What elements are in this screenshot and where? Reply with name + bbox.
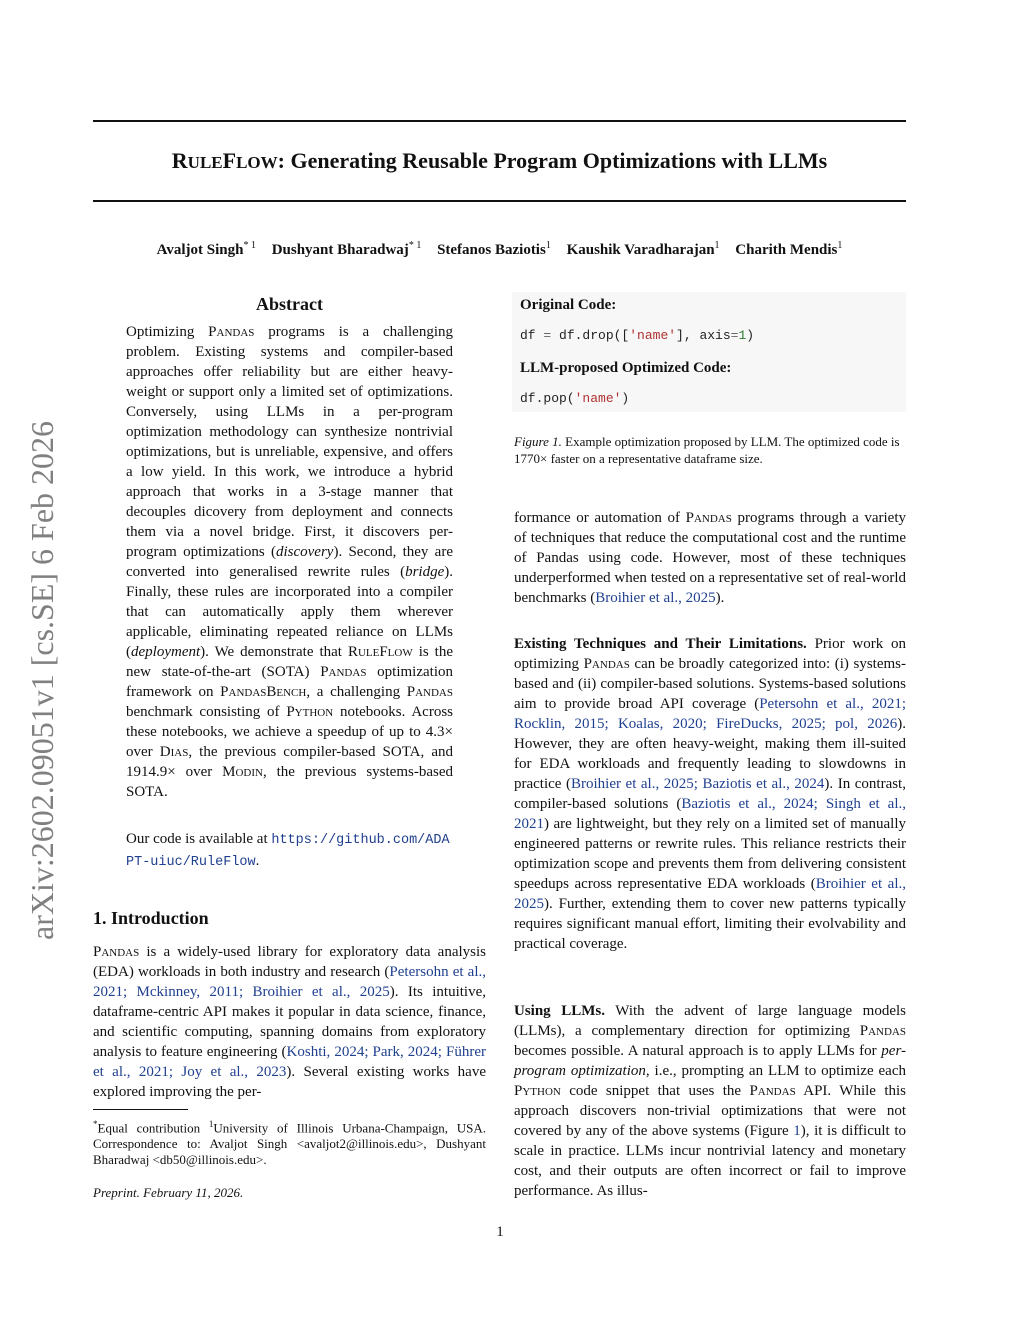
author: Charith Mendis$^1$ <box>735 240 843 258</box>
title-rule-bottom <box>93 200 906 202</box>
title-ruleflow-low: LOW <box>236 153 278 172</box>
original-code-snippet: df = df.drop(['name'], axis=1) <box>520 328 755 343</box>
paragraph-existing-techniques: Existing Techniques and Their Limitations. Prior work on optimizing Pandas can be broadly categorized into: (i) systems-based and (ii) compiler-based solutions. Systems-based solutions aim to provide broad API coverage (Petersohn et al., 2021; Rocklin, 2015; Koalas, 2020; FireDucks, 2025; pol, 2026). However, they are often heavy-weight, making them ill-suited for EDA workloads and frequently leading to slowdowns in practice (Broihier et al., 2025; Baziotis et al., 2024). In contrast, compiler-based solutions (Baziotis et al., 2024; Singh et al., 2021) are lightweight, but they rely on a limited set of manually engineered patterns or rewrite rules. This reliance restricts their optimization scope and prevents them from delivering consistent speedups across representative EDA workloads (Broihier et al., 2025). Further, extending them to cover new patterns typically requires significant manual effort, limiting their evolvability and practical coverage. <box>514 636 907 952</box>
repository-link[interactable]: https://github.com/ADAPT-uiuc/RuleFlow <box>126 833 450 870</box>
citation-link[interactable]: Koshti, 2024; Park, 2024; Führer et al., 2021; Joy et al., 2023 <box>93 1044 486 1080</box>
title-ruleflow-ule: ULE <box>187 153 223 172</box>
paper-title <box>93 146 906 178</box>
citation-link[interactable]: Petersohn et al., 2021; Mckinney, 2011; Broihier et al., 2025 <box>93 964 486 1000</box>
arxiv-identifier-stamp: arXiv:2602.09051v1 [cs.SE] 6 Feb 2026 <box>24 420 60 940</box>
author: Kaushik Varadharajan$^1$ <box>566 240 720 258</box>
pandasbench-name: PandasBench <box>220 684 307 700</box>
title-ruleflow-r: R <box>171 148 188 173</box>
author: Stefanos Baziotis$^1$ <box>437 240 551 258</box>
optimized-code-label: LLM-proposed Optimized Code: <box>520 360 732 376</box>
paragraph-heading: Existing Techniques and Their Limitations. <box>514 636 807 652</box>
preprint-date: Preprint. February 11, 2026. <box>93 1185 244 1200</box>
author: Dushyant Bharadwaj$^{* 1}$ <box>271 240 422 258</box>
figure-1-code-box <box>512 292 906 412</box>
citation-link[interactable]: Petersohn et al., 2021; Rocklin, 2015; Koalas, 2020; FireDucks, 2025; pol, 2026 <box>514 696 906 732</box>
code-availability: Our code is available at https://github.com/ADAPT-uiuc/RuleFlow. <box>126 831 450 870</box>
citation-link[interactable]: Broihier et al., 2025 <box>514 876 906 912</box>
paragraph-heading: Using LLMs. <box>514 1003 605 1019</box>
figure-reference-link[interactable]: 1 <box>793 1123 801 1139</box>
page-number: 1 <box>496 1224 504 1240</box>
author: Avaljot Singh$^{* 1}$ <box>156 240 256 258</box>
ruleflow-name: RuleFlow <box>347 644 413 660</box>
optimized-code-snippet: df.pop('name') <box>520 391 630 406</box>
footnote-rule <box>93 1109 188 1110</box>
modin-name: Modin <box>222 764 263 780</box>
pandas-name: Pandas <box>208 324 255 340</box>
abstract-heading: Abstract <box>256 294 323 314</box>
footnote: *Equal contribution $^1$University of Illinois Urbana-Champaign, USA. Correspondence to: Avaljot Singh <avaljot2@illinois.edu>, Dushyant Bharadwaj <db50@illinois.edu>. <box>93 1119 486 1168</box>
citation-link[interactable]: Baziotis et al., 2024; Singh et al., 2021 <box>514 796 906 832</box>
figure-1-caption: Figure 1. Example optimization proposed by LLM. The optimized code is 1770× faster on a representative dataframe size. <box>514 434 900 466</box>
paragraph-continued: formance or automation of Pandas programs through a variety of techniques that reduce the computational cost and the runtime of Pandas using code. However, most of these techniques underperformed when tested on a representative set of real-world benchmarks (Broihier et al., 2025). <box>514 510 907 606</box>
introduction-paragraph: Pandas is a widely-used library for exploratory data analysis (EDA) workloads in both industry and research (Petersohn et al., 2021; Mckinney, 2011; Broihier et al., 2025). Its intuitive, dataframe-centric API makes it popular in data science, finance, and scientific computing, spanning domains from exploratory analysis to feature engineering (Koshti, 2024; Park, 2024; Führer et al., 2021; Joy et al., 2023). Several existing works have explored improving the per- <box>93 944 487 1100</box>
original-code-label: Original Code: <box>520 297 617 313</box>
citation-link[interactable]: Broihier et al., 2025 <box>595 590 716 606</box>
paragraph-using-llms: Using LLMs. With the advent of large language models (LLMs), a complementary direction for optimizing Pandas becomes possible. A natural approach is to apply LLMs for per-program optimization, i.e., prompting an LLM to optimize each Python code snippet that uses the Pandas API. While this approach discovers non-trivial optimizations that were not covered by any of the above systems (Figure 1), it is difficult to scale in practice. LLMs incur nontrivial latency and monetary cost, and their outputs are often incorrect or fail to improve performance. As illus- <box>514 1003 906 1199</box>
citation-link[interactable]: Broihier et al., 2025; Baziotis et al., 2024 <box>571 776 825 792</box>
title-rule-top <box>93 120 906 122</box>
title-rest: : Generating Reusable Program Optimizations with LLMs <box>277 148 828 173</box>
dias-name: Dias <box>159 744 189 760</box>
abstract-text: Optimizing Pandas programs is a challenging problem. Existing systems and compiler-based approaches offer reliability but are either heavy-weight or support only a limited set of optimizations. Conversely, using LLMs in a per-program optimization methodology can synthesize nontrivial optimizations, but is unreliable, expensive, and offers a low yield. In this work, we introduce a hybrid approach that works in a 3-stage manner that decouples dicovery from deployment and connects them via a novel bridge. First, it discovers per-program optimizations (discovery). Second, they are converted into generalised rewrite rules (bridge). Finally, these rules are incorporated into a compiler that can automatically apply them wherever applicable, eliminating repeated reliance on LLMs (deployment). We demonstrate that RuleFlow is the new state-of-the-art (SOTA) Pandas optimization framework on PandasBench, a challenging Pandas benchmark consisting of Python notebooks. Across these notebooks, we achieve a speedup of up to 4.3× over Dias, the previous compiler-based SOTA, and 1914.9× over Modin, the previous systems-based SOTA. <box>126 324 454 800</box>
section-heading-introduction: 1. Introduction <box>93 908 209 928</box>
author-list <box>93 234 906 262</box>
title-ruleflow-f: F <box>222 148 237 173</box>
